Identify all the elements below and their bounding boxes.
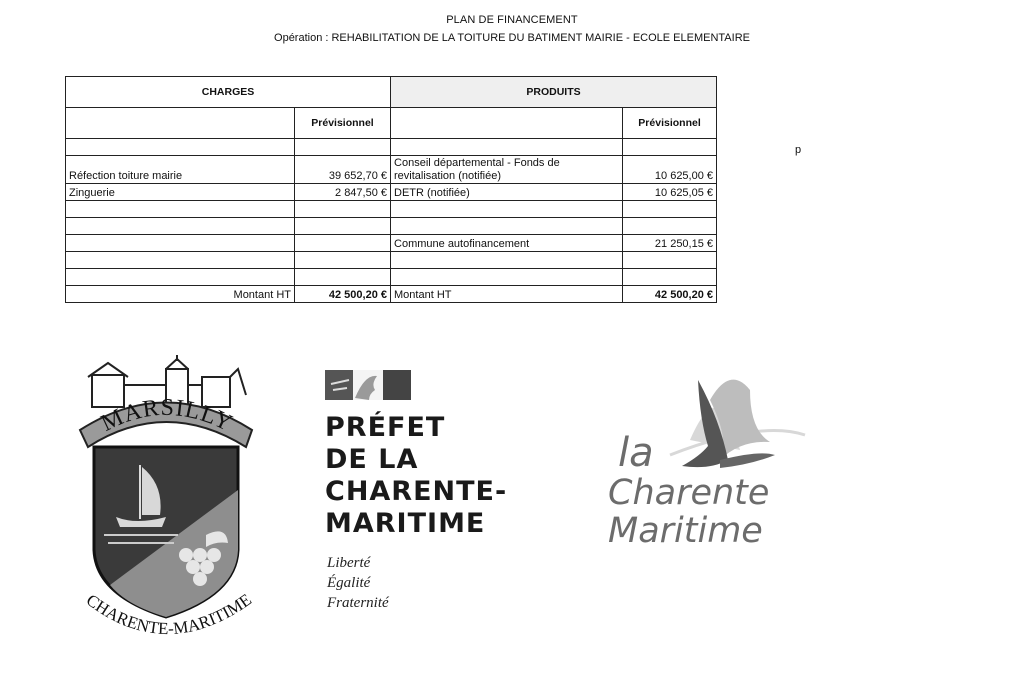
produit-cell [391,269,623,286]
charge-value-cell: 2 847,50 € [295,184,391,201]
prefet-line: MARITIME [325,508,486,539]
produit-value-cell [623,218,717,235]
prefet-title [325,412,507,540]
charge-value-cell [295,218,391,235]
prefet-line: CHARENTE- [325,476,508,507]
crest-top-text: MARSILLY [97,394,237,438]
charge-value-cell [295,139,391,156]
charge-cell: Zinguerie [66,184,295,201]
produit-cell [391,218,623,235]
table-row [66,252,717,269]
marianne-flag-icon [325,370,411,400]
prefet-logo [325,370,525,620]
charge-cell [66,139,295,156]
table-row [66,201,717,218]
marsilly-crest-logo [66,355,272,645]
charente-maritime-logo [600,360,810,560]
produits-prev-label: Prévisionnel [623,108,717,139]
table-row [66,184,717,201]
produit-cell [391,139,623,156]
charge-cell: Réfection toiture mairie [66,156,295,184]
charge-value-cell: 39 652,70 € [295,156,391,184]
logo-name-line: Charente [608,473,770,513]
charge-cell [66,201,295,218]
charges-header: CHARGES [66,77,391,108]
stray-mark: p [795,144,802,156]
produit-cell: Conseil départemental - Fonds de revitalisation (notifiée) [391,156,623,184]
charge-cell [66,235,295,252]
produit-value-cell: 21 250,15 € [623,235,717,252]
logo-name-line: Maritime [608,511,763,551]
motto-line: Égalité [327,575,371,591]
prefet-line: PRÉFET [325,412,446,443]
table-row [66,269,717,286]
prefet-motto [327,553,389,613]
produit-value-cell [623,139,717,156]
total-row [66,286,717,303]
charges-prev-label: Prévisionnel [295,108,391,139]
produit-cell [391,252,623,269]
total-produits-value: 42 500,20 € [623,286,717,303]
total-produits-label: Montant HT [391,286,623,303]
produit-value-cell [623,252,717,269]
crest-bottom-text: CHARENTE-MARITIME [82,589,255,639]
produit-cell: DETR (notifiée) [391,184,623,201]
produit-value-cell: 10 625,00 € [623,156,717,184]
charge-value-cell [295,201,391,218]
operation-subtitle: Opération : REHABILITATION DE LA TOITURE DU BATIMENT MAIRIE - ECOLE ELEMENTAIRE [274,32,750,44]
svg-text:MARSILLY [97,395,237,437]
produit-value-cell: 10 625,05 € [623,184,717,201]
document-title: PLAN DE FINANCEMENT [446,14,578,26]
charge-value-cell [295,235,391,252]
charge-cell [66,218,295,235]
table-row [66,156,717,184]
total-charges-value: 42 500,20 € [295,286,391,303]
logo-name-text [608,474,769,550]
prefet-line: DE LA [325,444,419,475]
produits-blank-label [391,108,623,139]
produit-cell: Commune autofinancement [391,235,623,252]
produit-value-cell [623,201,717,218]
table-row [66,235,717,252]
logo-la-text: la [618,430,654,476]
produit-value-cell [623,269,717,286]
motto-line: Fraternité [327,595,389,611]
produit-cell [391,201,623,218]
charge-value-cell [295,252,391,269]
charge-cell [66,252,295,269]
motto-line: Liberté [327,555,371,571]
charges-blank-label [66,108,295,139]
financing-table [65,76,717,303]
charge-cell [66,269,295,286]
charge-value-cell [295,269,391,286]
table-row [66,218,717,235]
total-charges-label: Montant HT [66,286,295,303]
produits-header: PRODUITS [391,77,717,108]
table-row [66,139,717,156]
